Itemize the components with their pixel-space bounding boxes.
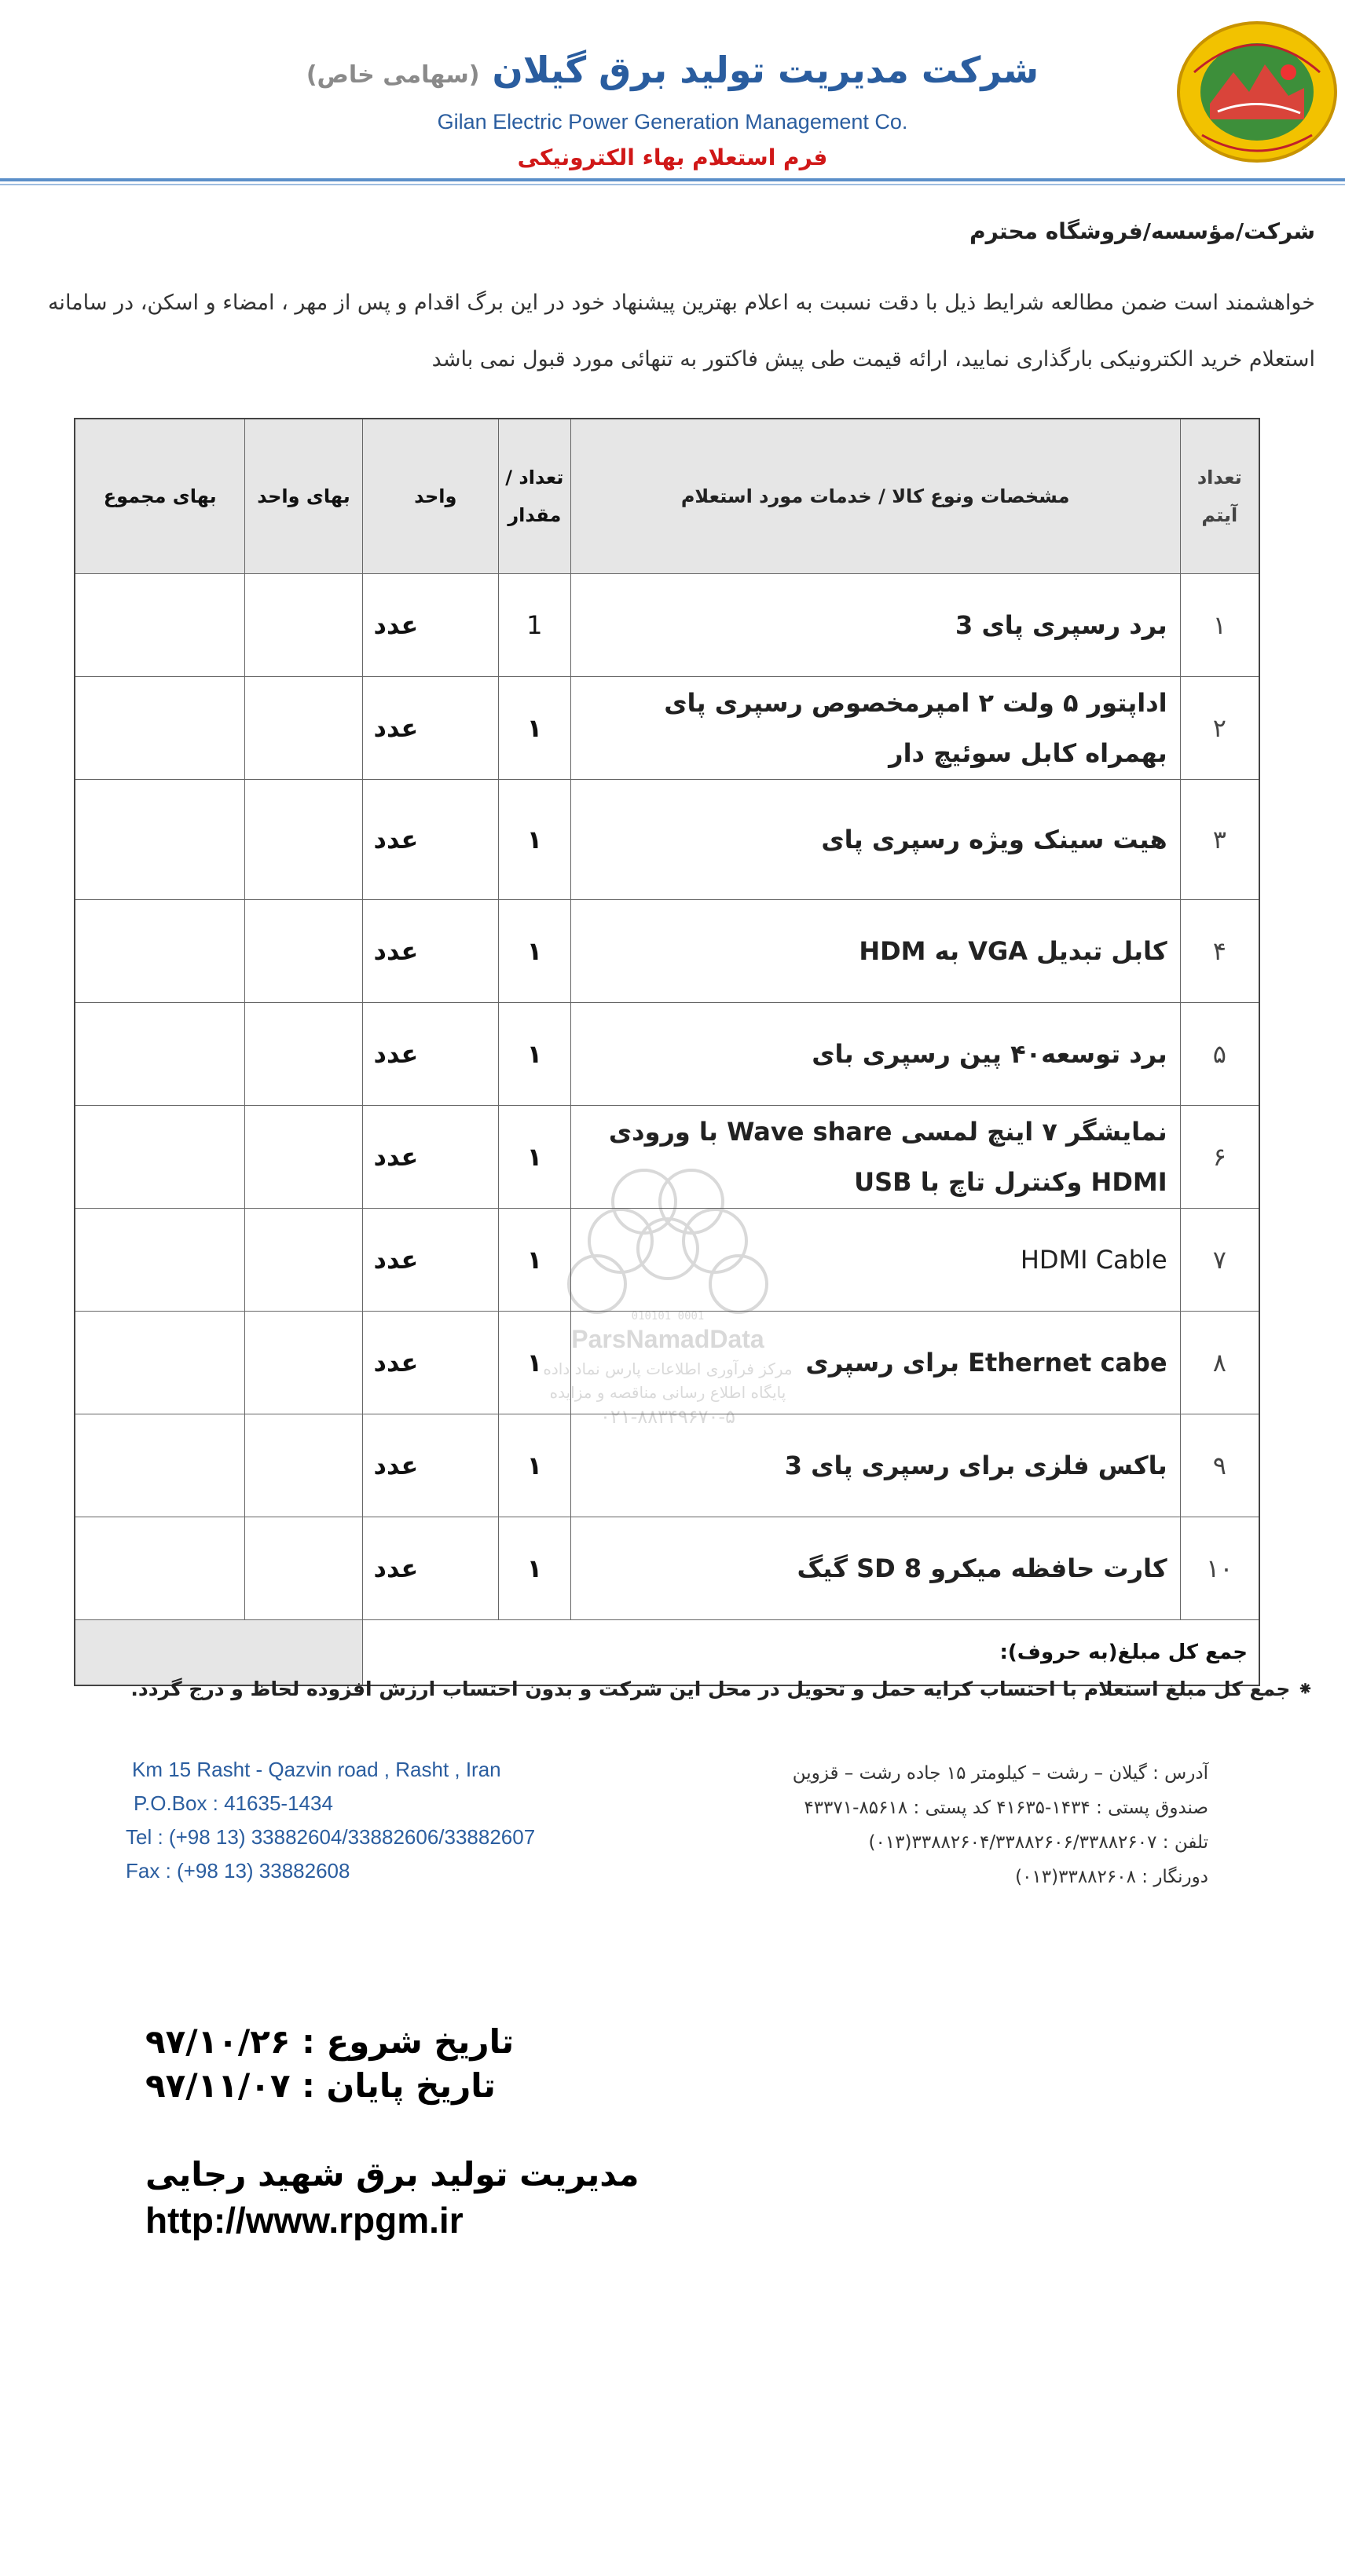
item-no: ۴ [1180, 900, 1259, 1003]
item-total-price-cell[interactable] [75, 1003, 245, 1106]
item-unit: عدد [362, 780, 498, 900]
address-fa-line: آدرس : گیلان – رشت – کیلومتر ۱۵ جاده رشت – قزوین [792, 1763, 1208, 1784]
form-title: فرم استعلام بهاء الکترونیکی [517, 145, 828, 170]
address-en-line: P.O.Box : 41635-1434 [134, 1791, 333, 1815]
header-unit: واحد [362, 419, 498, 574]
company-type: (سهامی خاص) [306, 61, 480, 89]
item-description: کابل تبدیل VGA به HDM [570, 900, 1180, 1003]
address-en-line: Tel : (+98 13) 33882604/33882606/33882607 [126, 1825, 536, 1849]
footnote: ⁕ جمع کل مبلغ استعلام با احتساب کرایه حمل و تحویل در محل این شرکت و بدون احتساب ارزش افزوده لحاظ و درج گردد. [130, 1678, 1314, 1700]
item-total-price-cell[interactable] [75, 780, 245, 900]
item-qty: ۱ [499, 1517, 571, 1620]
svg-text:010101 0001: 010101 0001 [631, 1310, 705, 1323]
total-amount-cell[interactable] [75, 1620, 362, 1686]
item-unit: عدد [362, 1003, 498, 1106]
item-no: ۳ [1180, 780, 1259, 900]
item-description: HDMI Cable [570, 1209, 1180, 1312]
watermark-line2: پایگاه اطلاع رسانی مناقصه و مزایده [549, 1383, 786, 1402]
item-unit-price-cell[interactable] [245, 1106, 362, 1209]
item-qty: 1 [499, 574, 571, 677]
address-en-line: Fax : (+98 13) 33882608 [126, 1859, 350, 1883]
item-description: اداپتور ۵ ولت ۲ امپرمخصوص رسپری پای بهمراه کابل سوئیچ دار [570, 677, 1180, 780]
item-total-price-cell[interactable] [75, 574, 245, 677]
item-description: نمایشگر ۷ اینچ لمسی Wave share با ورودی HDMI وکنترل تاچ با USB [570, 1106, 1180, 1209]
header-description: مشخصات ونوع کالا / خدمات مورد استعلام [570, 419, 1180, 574]
table-row [75, 900, 1259, 1003]
item-unit-price-cell[interactable] [245, 900, 362, 1003]
item-unit: عدد [362, 574, 498, 677]
item-qty: ۱ [499, 1106, 571, 1209]
table-row [75, 1003, 1259, 1106]
end-date: تاریخ پایان : ۹۷/۱۱/۰۷ [145, 2066, 496, 2105]
item-unit-price-cell[interactable] [245, 574, 362, 677]
item-no: ۹ [1180, 1414, 1259, 1517]
intro-paragraph: خواهشمند است ضمن مطالعه شرایط ذیل با دقت نسبت به اعلام بهترین پیشنهاد خود در این برگ اقدام و پس از مهر ، امضاء و اسکن، در سامانه استعلام خرید الکترونیکی بارگذاری نمایید، ارائه قیمت طی پیش فاکتور به تنهائی مورد قبول نمی باشد [47, 291, 1315, 371]
header-total-price: بهای مجموع [75, 419, 245, 574]
item-unit: عدد [362, 1209, 498, 1312]
header-item-no: تعداد آیتم [1180, 419, 1259, 574]
item-unit-price-cell[interactable] [245, 1414, 362, 1517]
item-qty: ۱ [499, 677, 571, 780]
dates-block [145, 2020, 514, 2108]
item-no: ۲ [1180, 677, 1259, 780]
website-link[interactable]: http://www.rpgm.ir [145, 2200, 464, 2241]
header-divider-thin [0, 184, 1345, 185]
item-unit: عدد [362, 1106, 498, 1209]
total-label: جمع کل مبلغ(به حروف): [362, 1620, 1259, 1686]
company-name-en: Gilan Electric Power Generation Management Co. [437, 110, 908, 134]
table-row [75, 1517, 1259, 1620]
item-no: ۱ [1180, 574, 1259, 677]
address-fa [793, 1756, 1208, 1894]
item-qty: ۱ [499, 1312, 571, 1414]
signature-block [145, 2152, 640, 2243]
item-no: ۱۰ [1180, 1517, 1259, 1620]
item-qty: ۱ [499, 1209, 571, 1312]
watermark-flower-icon [569, 1170, 767, 1312]
header-qty: تعداد / مقدار [499, 419, 571, 574]
items-table [74, 418, 1260, 1686]
item-total-price-cell[interactable] [75, 677, 245, 780]
item-unit: عدد [362, 900, 498, 1003]
address-fa-line: تلفن : ۳۳۸۸۲۶۰۴/۳۳۸۸۲۶۰۶/۳۳۸۸۲۶۰۷(۰۱۳) [868, 1832, 1208, 1853]
table-row [75, 780, 1259, 900]
item-total-price-cell[interactable] [75, 1209, 245, 1312]
item-unit-price-cell[interactable] [245, 1517, 362, 1620]
item-description: Ethernet cabe برای رسپری [570, 1312, 1180, 1414]
item-unit-price-cell[interactable] [245, 780, 362, 900]
company-name-main: شرکت مدیریت تولید برق گیلان [492, 49, 1039, 91]
item-unit-price-cell[interactable] [245, 1003, 362, 1106]
company-name-fa [0, 49, 1345, 91]
addressee: شرکت/مؤسسه/فروشگاه محترم [969, 218, 1315, 244]
item-description: کارت حافظه میکرو SD 8 گیگ [570, 1517, 1180, 1620]
watermark-phone: ۰۲۱-۸۸۳۴۹۶۷۰-۵ [599, 1406, 736, 1428]
item-unit: عدد [362, 677, 498, 780]
table-row [75, 677, 1259, 780]
item-unit-price-cell[interactable] [245, 677, 362, 780]
item-unit-price-cell[interactable] [245, 1209, 362, 1312]
item-no: ۸ [1180, 1312, 1259, 1414]
item-no: ۶ [1180, 1106, 1259, 1209]
item-description: باکس فلزی برای رسپری پای 3 [570, 1414, 1180, 1517]
item-total-price-cell[interactable] [75, 1106, 245, 1209]
item-total-price-cell[interactable] [75, 1414, 245, 1517]
watermark-brand: ParsNamadData [571, 1325, 764, 1353]
address-fa-line: دورنگار : ۳۳۸۸۲۶۰۸(۰۱۳) [1015, 1867, 1208, 1887]
item-unit: عدد [362, 1312, 498, 1414]
item-total-price-cell[interactable] [75, 1517, 245, 1620]
item-unit: عدد [362, 1414, 498, 1517]
address-fa-line: صندوق پستی : ۱۴۳۴-۴۱۶۳۵ کد پستی : ۸۵۶۱۸-۴۳۳۷۱ [804, 1798, 1208, 1818]
item-qty: ۱ [499, 1414, 571, 1517]
table-header-row [75, 419, 1259, 574]
issuer-name: مدیریت تولید برق شهید رجایی [145, 2155, 640, 2194]
start-date: تاریخ شروع : ۹۷/۱۰/۲۶ [145, 2022, 515, 2061]
item-description: برد رسپری پای 3 [570, 574, 1180, 677]
item-qty: ۱ [499, 900, 571, 1003]
item-total-price-cell[interactable] [75, 900, 245, 1003]
item-no: ۷ [1180, 1209, 1259, 1312]
item-unit-price-cell[interactable] [245, 1312, 362, 1414]
table-row [75, 574, 1259, 677]
item-description: هیت سینک ویژه رسپری پای [570, 780, 1180, 900]
address-en [126, 1753, 535, 1888]
item-total-price-cell[interactable] [75, 1312, 245, 1414]
item-description: برد توسعه۴۰ پین رسپری بای [570, 1003, 1180, 1106]
item-no: ۵ [1180, 1003, 1259, 1106]
item-qty: ۱ [499, 1003, 571, 1106]
watermark-line1: مرکز فرآوری اطلاعات پارس نماد داده [543, 1359, 793, 1378]
watermark [503, 1154, 833, 1445]
item-qty: ۱ [499, 780, 571, 900]
header-divider [0, 178, 1345, 181]
header-unit-price: بهای واحد [245, 419, 362, 574]
item-unit: عدد [362, 1517, 498, 1620]
total-row [75, 1620, 1259, 1686]
address-en-line: Km 15 Rasht - Qazvin road , Rasht , Iran [132, 1758, 501, 1781]
